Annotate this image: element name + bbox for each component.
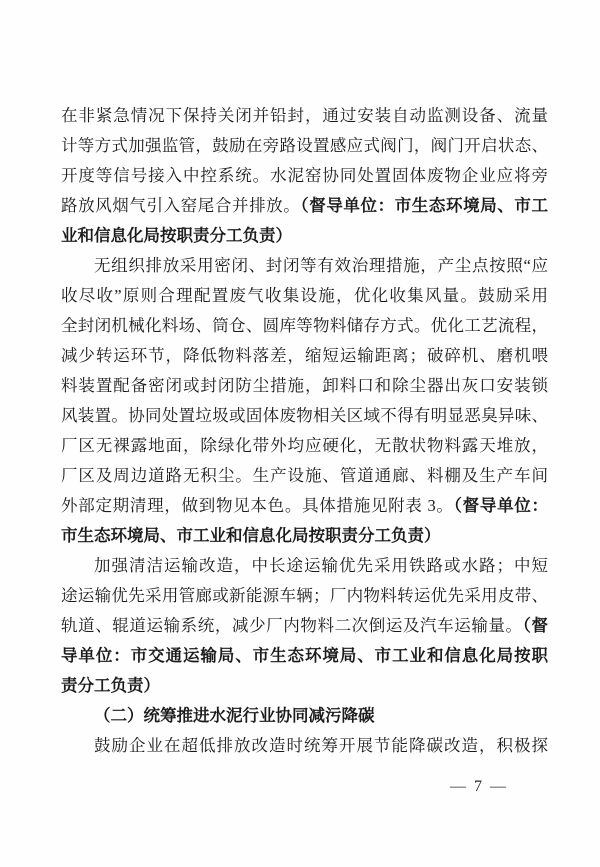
- text-line: [61, 161, 548, 191]
- body-text: 全封闭机械化料场、筒仓、圆库等物料储存方式。优化工艺流程，: [61, 316, 548, 335]
- body-text: 收尽收”原则合理配置废气收集设施，优化收集风量。鼓励采用: [61, 286, 548, 305]
- body-text: 在非紧急情况下保持关闭并铅封，通过安装自动监测设备、流量: [61, 106, 548, 125]
- text-line: [61, 311, 548, 341]
- supervision-unit-text: （督导单位：: [453, 496, 548, 515]
- text-line: [61, 221, 548, 251]
- text-line: [61, 551, 548, 581]
- body-text: 料装置配备密闭或封闭防尘措施，卸料口和除尘器出灰口安装锁: [61, 376, 548, 395]
- text-block: [61, 101, 548, 761]
- body-text: 厂区及周边道路无积尘。生产设施、管道通廊、料棚及生产车间: [61, 466, 548, 485]
- body-text: 外部定期清理，做到物见本色。具体措施见附表 3。: [61, 496, 454, 515]
- supervision-unit-text: 导单位：市交通运输局、市生态环境局、市工业和信息化局按职: [61, 646, 548, 665]
- supervision-unit-text: （二）统筹推进水泥行业协同减污降碳: [94, 706, 375, 725]
- text-line: [61, 431, 548, 461]
- body-text: 路放风烟气引入窑尾合并排放。: [61, 196, 301, 215]
- body-text: 无组织排放采用密闭、封闭等有效治理措施，产尘点按照“应: [94, 256, 548, 275]
- supervision-unit-text: （督导单位：市生态环境局、市工: [300, 196, 548, 215]
- text-line: [61, 281, 548, 311]
- text-line: [61, 671, 548, 701]
- body-text: 减少转运环节，降低物料落差，缩短运输距离；破碎机、磨机喂: [61, 346, 548, 365]
- text-line: [61, 101, 548, 131]
- body-text: 加强清洁运输改造，中长途运输优先采用铁路或水路；中短: [94, 556, 548, 575]
- text-line: [61, 611, 548, 641]
- body-text: 轨道、辊道运输系统，减少厂内物料二次倒运及汽车运输量。: [61, 616, 523, 635]
- text-line: [61, 341, 548, 371]
- text-line: [61, 131, 548, 161]
- text-line: [61, 191, 548, 221]
- supervision-unit-text: 业和信息化局按职责分工负责）: [61, 226, 292, 245]
- text-line: [61, 731, 548, 761]
- supervision-unit-text: （督: [522, 616, 548, 635]
- page-number: — 7 —: [450, 778, 508, 795]
- text-line: [61, 251, 548, 281]
- text-line: [61, 491, 548, 521]
- body-text: 途运输优先采用管廊或新能源车辆；厂内物料转运优先采用皮带、: [61, 586, 548, 605]
- text-line: [61, 461, 548, 491]
- text-line: [61, 521, 548, 551]
- text-line: [61, 641, 548, 671]
- text-line: [61, 401, 548, 431]
- section-heading: [61, 701, 548, 731]
- body-text: 计等方式加强监管，鼓励在旁路设置感应式阀门，阀门开启状态、: [61, 136, 548, 155]
- body-text: 鼓励企业在超低排放改造时统筹开展节能降碳改造，积极探: [94, 736, 548, 755]
- body-text: 风装置。协同处置垃圾或固体废物相关区域不得有明显恶臭异味、: [61, 406, 548, 425]
- text-line: [61, 581, 548, 611]
- supervision-unit-text: 责分工负责）: [61, 676, 160, 695]
- text-line: [61, 371, 548, 401]
- body-text: 厂区无裸露地面，除绿化带外均应硬化，无散状物料露天堆放，: [61, 436, 548, 455]
- supervision-unit-text: 市生态环境局、市工业和信息化局按职责分工负责）: [61, 526, 441, 545]
- body-text: 开度等信号接入中控系统。水泥窑协同处置固体废物企业应将旁: [61, 166, 548, 185]
